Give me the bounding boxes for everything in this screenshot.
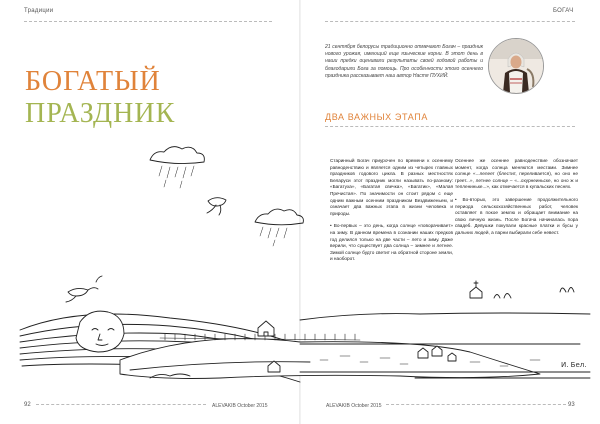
title-line-2: ПРАЗДНИК bbox=[25, 98, 176, 129]
text-column-2 bbox=[455, 158, 578, 241]
footer-text-left: ALEVAKIB October 2015 bbox=[212, 403, 268, 409]
top-rule-right bbox=[325, 21, 575, 22]
bottom-rule-right bbox=[386, 404, 566, 405]
section-heading-rule bbox=[325, 126, 575, 127]
column1-paragraph-2: • Во-первых – это день, когда солнце «поворачивает» на зиму. В данном времена в сознании наших предков год делился только на две части – лето и зиму. Даже верили, что существует два солнца – зимнее и летнее. Зимой солнце будто светит на обратной стороне земли, и наоборот. bbox=[330, 223, 453, 262]
house-small-icon bbox=[268, 361, 280, 372]
portrait-illustration-icon bbox=[489, 39, 543, 93]
top-rule-left bbox=[24, 21, 272, 22]
column1-paragraph-1: Старинный Богач приурочен по времени к осеннему равноденствию и является одним из четырех главных праздников годового цикла. В разных местностях Беларуси этот праздник могли называть по-разному: «Багатуха», «Багатая свечка», «Багатик», «Малая Пречистая». По значимости он стоит рядом с еще одним важным осенним праздником Вездвиженьем, и означает два важных этапа в жизни человека и природы. bbox=[330, 158, 453, 216]
page-number-right: 93 bbox=[568, 402, 575, 408]
village-house-icon bbox=[258, 321, 274, 336]
section-label-left: Традиции bbox=[24, 8, 54, 14]
section-label-right: БОГАЧ bbox=[553, 8, 574, 14]
rain-left-icon bbox=[159, 166, 194, 188]
church-icon bbox=[470, 287, 482, 298]
author-portrait bbox=[488, 38, 544, 94]
fence-icon bbox=[160, 334, 360, 340]
rain-right-icon bbox=[260, 227, 287, 246]
page-number-left: 92 bbox=[24, 402, 31, 408]
footer-text-right: ALEVAKIB October 2015 bbox=[326, 403, 382, 409]
column2-paragraph-1: Осеннее же осеннее равноденствие обозначает момент, когда солнца меняются местами. Зимнее солнце «...лелеет (блестит, переливается), но оно не греет...», летнее солнце – «...охурнеиньске, но оно ж и теплениньке...», как отмечается в купальских песнях. bbox=[455, 158, 578, 190]
section-heading: ДВА ВАЖНЫХ ЭТАПА bbox=[325, 112, 428, 122]
title-line-1: БОГАТЫЙ bbox=[25, 66, 161, 97]
intro-paragraph: 21 сентября белорусы традиционно отмечают Богач – праздник нового урожая, имеющий еще языческие корни. В этот день в наши предки оценивали результаты своей годовой работы и благодарили Бога за помощь. Про особенности этого осеннего праздника рассказывает наш автор Настя ПУХИЙ. bbox=[325, 44, 483, 79]
artist-signature: И. Бел. bbox=[561, 361, 587, 369]
cloud-left-icon bbox=[150, 147, 204, 164]
bottom-rule-left bbox=[36, 404, 206, 405]
cloud-right-icon bbox=[255, 209, 303, 225]
text-column-1 bbox=[330, 158, 453, 267]
column2-paragraph-2: • Во-вторых, это завершение продолжительного периода сельскохозяйственных работ, человек оставляет в покое землю и обращает внимание на свою личную жизнь. После Богача начиналась пора свадеб. Девушки покупали красные платки и бусы у дальних людей, а парни выбирали себе невест. bbox=[455, 196, 578, 235]
page-gutter bbox=[299, 0, 301, 424]
